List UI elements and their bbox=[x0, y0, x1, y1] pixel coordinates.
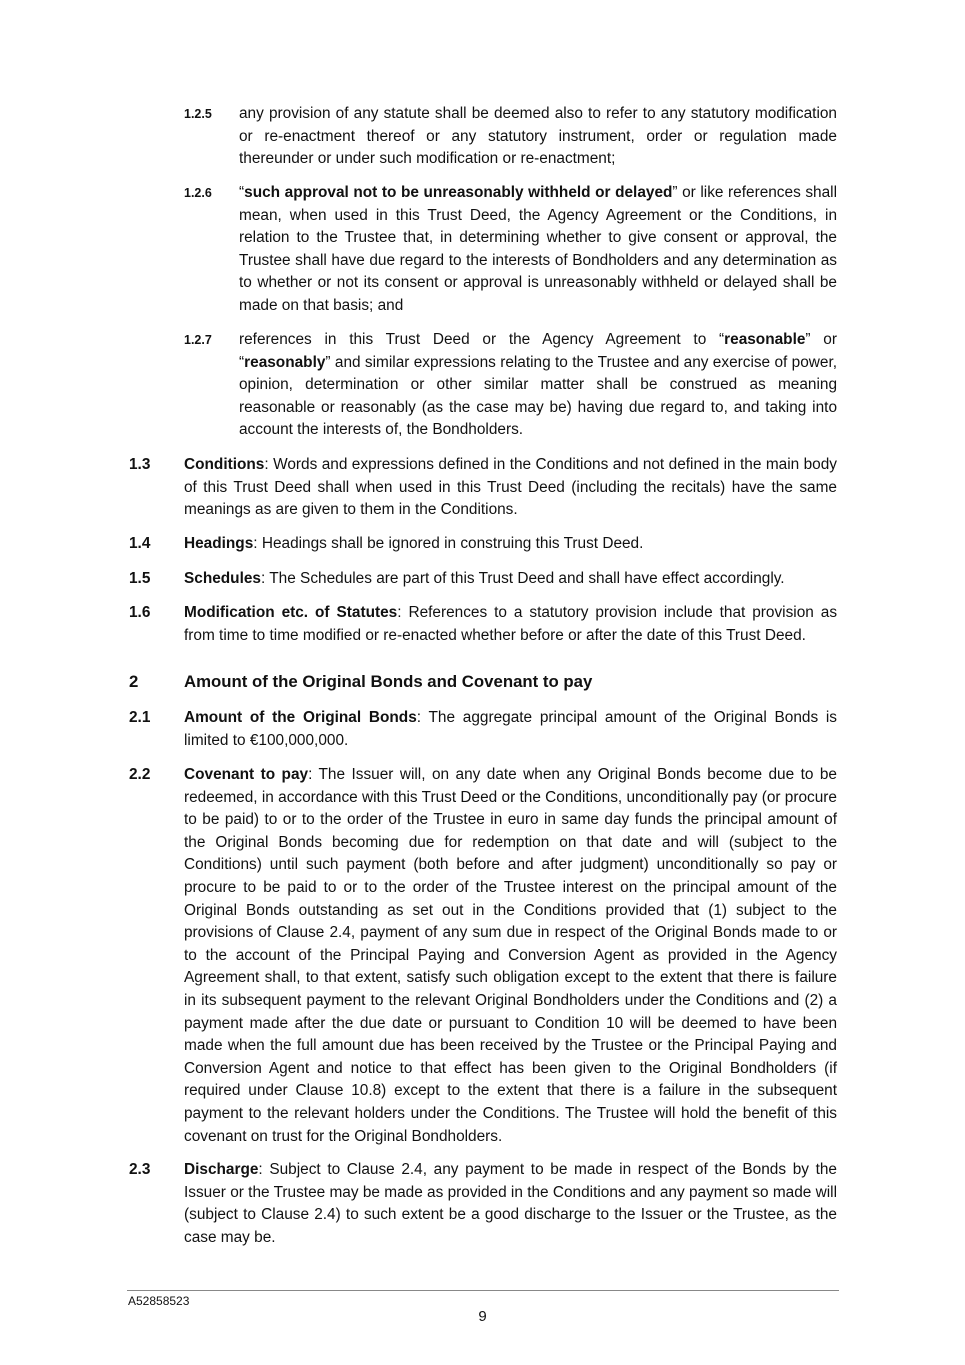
clause-body: : The aggregate principal amount of the Original Bonds is limited to €100,000,000. bbox=[184, 709, 837, 749]
page-number: 9 bbox=[478, 1308, 487, 1325]
clause-text bbox=[184, 602, 837, 647]
clause-number: 1.6 bbox=[129, 604, 151, 621]
section-title: Amount of the Original Bonds and Covenant to pay bbox=[184, 672, 593, 691]
clause-heading: Covenant to pay bbox=[184, 766, 309, 783]
clause-body: : The Issuer will, on any date when any Original Bonds become due to be redeemed, in accordance with this Trust Deed or the Conditions, unconditionally pay (or procure to be paid) to or to the order of the Trustee in euro in same day funds the principal amount of the Original Bonds becoming due for redemption on that date and will (subject to the Conditions) until such payment (both before and after judgment) unconditionally so pay or procure to be paid to or to the order of the Trustee interest on the principal amount of the Original Bonds outstanding as set out in the Conditions provided that (1) subject to the provisions of Clause 2.4, payment of any sum due in respect of the Original Bonds made to or to the account of the Principal Paying and Conversion Agent as provided in the Agency Agreement shall, to that extent, satisfy such obligation except to the extent that there is failure in its subsequent payment to the relevant Original Bondholders under the Conditions and (2) a payment made after the due date or pursuant to Condition 10 will be deemed to have been made when the full amount due has been received by the Trustee or the Principal Paying and Conversion Agent and notice to that effect has been given to the Original Bondholders (if required under Clause 10.8) except to the extent that there is a failure in the subsequent payment to the relevant holders under the Conditions. The Trustee will hold the benefit of this covenant on trust for the Original Bondholders. bbox=[184, 766, 837, 1145]
clause-text bbox=[184, 454, 837, 522]
clause-text bbox=[239, 329, 837, 442]
clause-body: ” or like references shall mean, when used in this Trust Deed, the Agency Agreement or the Conditions, in relation to the Trustee that, in determining whether to give consent or approval, the Trustee shall have due regard to the interests of Bondholders and any determination as to whether or not its consent or approval is unreasonably withheld or delayed shall be made on that basis; and bbox=[239, 184, 837, 314]
clause-number: 1.2.7 bbox=[184, 333, 212, 347]
clause-number: 1.2.5 bbox=[184, 107, 212, 121]
clause-body: : The Schedules are part of this Trust Deed and shall have effect accordingly. bbox=[260, 570, 785, 587]
clause-number: 1.4 bbox=[129, 535, 151, 552]
clause-body: : Words and expressions defined in the Conditions and not defined in the main body of this Trust Deed shall when used in this Trust Deed (including the recitals) have the same meanings as are given to them in the Conditions. bbox=[184, 456, 837, 519]
open-quote: “ bbox=[239, 184, 245, 201]
clause-body: : Headings shall be ignored in construing this Trust Deed. bbox=[253, 535, 644, 552]
clause-number: 1.5 bbox=[129, 570, 151, 587]
defined-term: reasonable bbox=[724, 331, 806, 348]
clause-number: 2.3 bbox=[129, 1161, 151, 1178]
defined-term: such approval not to be unreasonably withheld or delayed bbox=[244, 184, 673, 201]
clause-body: references in this Trust Deed or the Agency Agreement to “ bbox=[239, 331, 725, 348]
footer-divider bbox=[127, 1290, 839, 1291]
clause-text bbox=[184, 707, 837, 752]
document-reference: A52858523 bbox=[128, 1294, 190, 1308]
clause-text bbox=[184, 568, 837, 591]
clause-text bbox=[184, 1159, 837, 1249]
clause-number: 1.3 bbox=[129, 456, 151, 473]
clause-text bbox=[184, 533, 837, 556]
clause-body: ” and similar expressions relating to the Trustee and any exercise of power, opinion, determination or other similar matter shall be construed as meaning reasonable or reasonably (as the case may be) having due regard to, and taking into account the interests of, the Bondholders. bbox=[239, 353, 837, 439]
clause-number: 2.2 bbox=[129, 766, 151, 783]
clause-heading: Amount of the Original Bonds bbox=[184, 709, 417, 726]
defined-term: reasonably bbox=[244, 353, 326, 371]
clause-body: : Subject to Clause 2.4, any payment to be made in respect of the Bonds by the Issuer or the Trustee may be made as provided in the Conditions and any payment so made will (subject to Clause 2.4) to such extent be a good discharge to the Issuer or the Trustee, as the case may be. bbox=[184, 1161, 837, 1246]
section-number: 2 bbox=[129, 672, 139, 691]
clause-heading: Headings bbox=[184, 535, 254, 552]
clause-heading: Schedules bbox=[184, 570, 261, 587]
clause-heading: Modification etc. of Statutes bbox=[184, 604, 398, 621]
clause-text bbox=[184, 764, 837, 1148]
clause-heading: Conditions bbox=[184, 456, 265, 473]
clause-body: ” or “ bbox=[239, 331, 837, 371]
clause-text: any provision of any statute shall be deemed also to refer to any statutory modification or re-enactment thereof or any statutory instrument, order or regulation made thereunder or under such modification or re-enactment; bbox=[239, 105, 837, 168]
clause-text bbox=[239, 182, 837, 318]
clause-number: 2.1 bbox=[129, 709, 151, 726]
clause-number: 1.2.6 bbox=[184, 186, 212, 200]
clause-heading: Discharge bbox=[184, 1161, 259, 1178]
clause-body: : References to a statutory provision include that provision as from time to time modified or re-enacted whether before or after the date of this Trust Deed. bbox=[184, 604, 838, 644]
